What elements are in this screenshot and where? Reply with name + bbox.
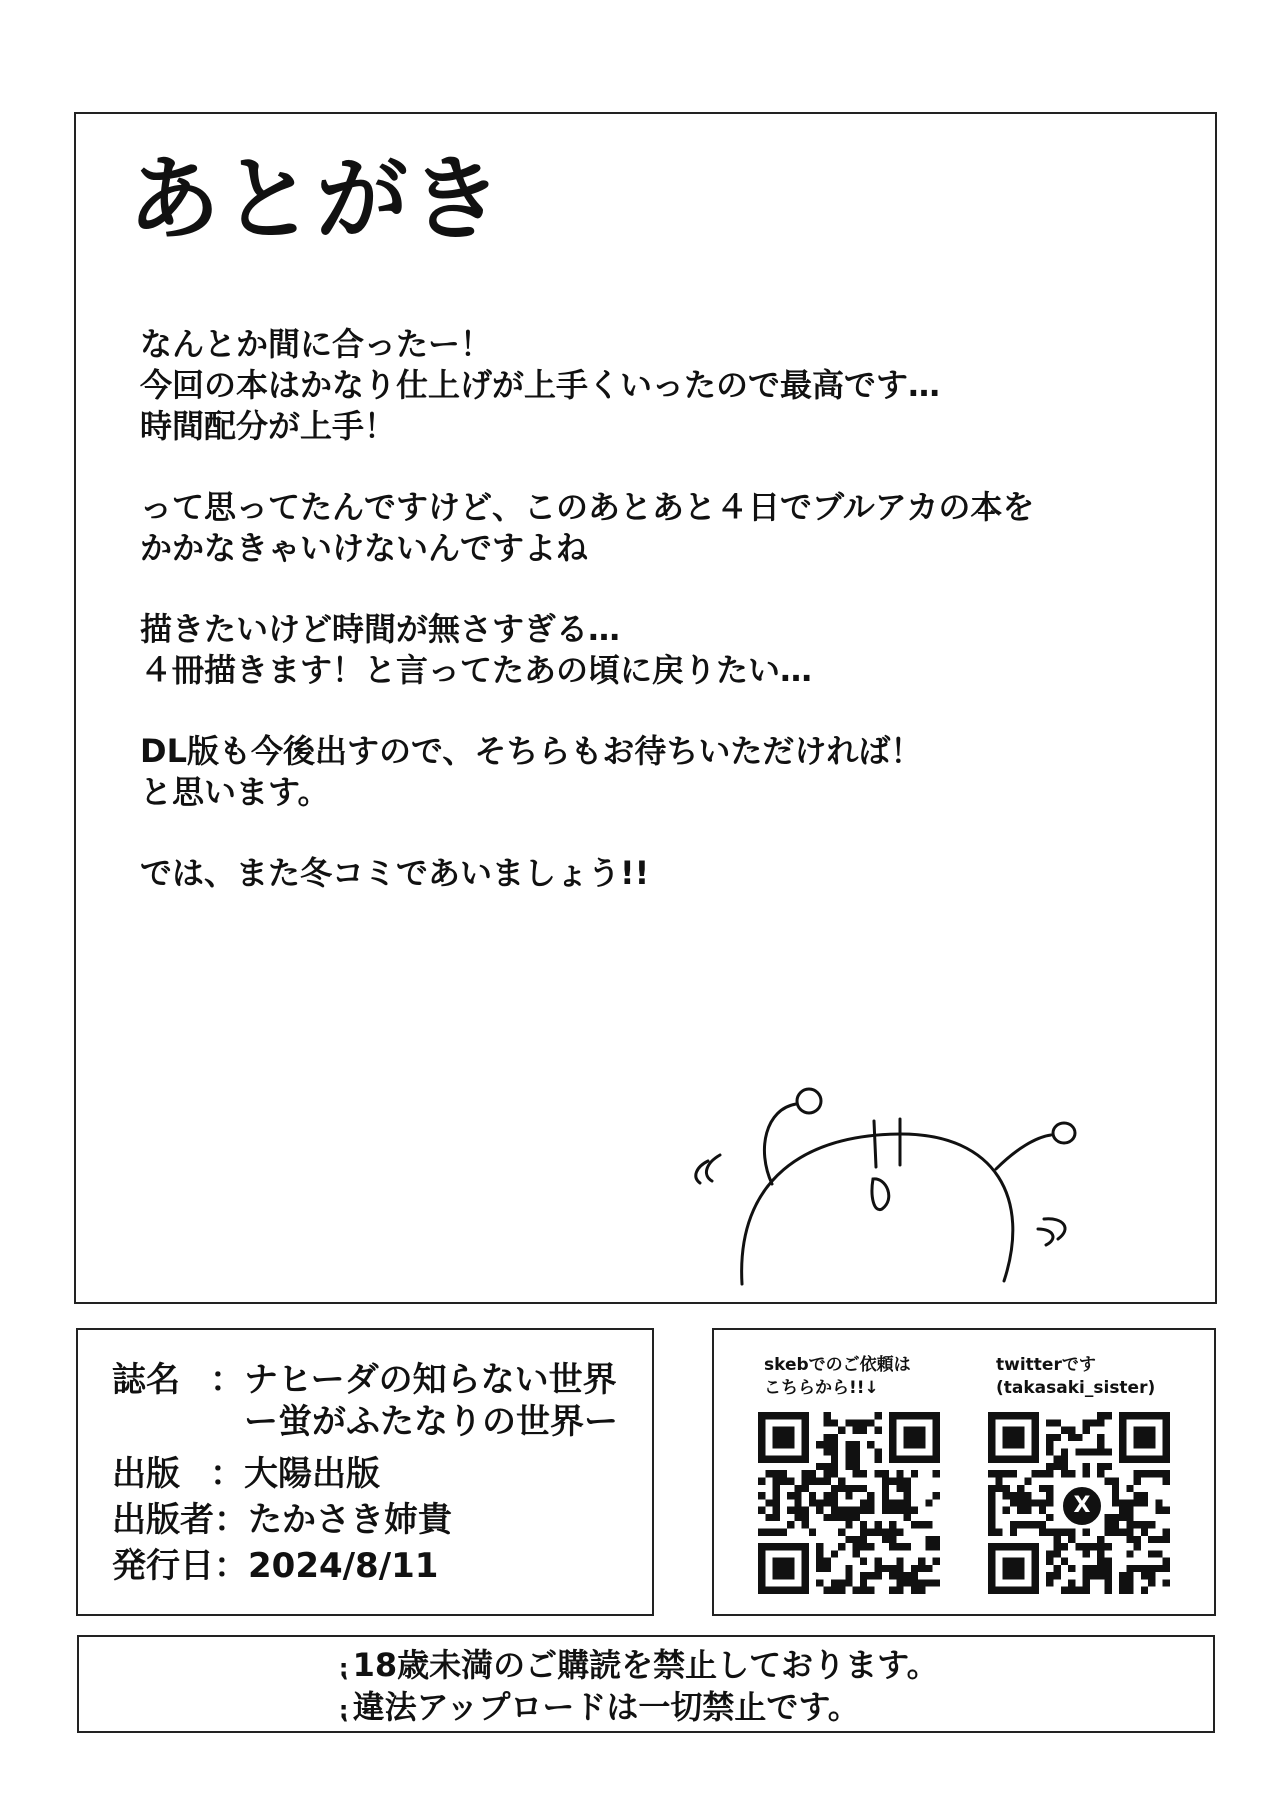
- notice-panel: [77, 1635, 1215, 1733]
- colophon-publisher-key: 出版: [112, 1454, 180, 1494]
- colophon-title-key: 誌名: [112, 1360, 180, 1400]
- colophon-panel: [76, 1328, 654, 1616]
- separator: ：: [214, 1500, 248, 1540]
- colophon-title-value: ナヒーダの知らない世界: [244, 1360, 617, 1400]
- left-hand: [797, 1089, 821, 1113]
- afterword-panel: [74, 112, 1217, 1304]
- colophon-publisher-row: [112, 1454, 380, 1494]
- body-line: 描きたいけど時間が無さすぎる…: [140, 610, 621, 648]
- paragraph-1: [140, 324, 1140, 447]
- body-line: と思います。: [140, 773, 330, 811]
- afterword-title: あとがき: [128, 146, 505, 253]
- colophon-date-key: 発行日: [112, 1546, 214, 1586]
- body-line: なんとか間に合ったー！: [140, 325, 493, 363]
- right-hand: [1053, 1123, 1075, 1143]
- motion-mark-right-2: [1038, 1229, 1053, 1245]
- colophon-publisher-value: 大陽出版: [244, 1454, 380, 1494]
- paragraph-4: [140, 731, 1140, 813]
- body-line: 時間配分が上手！: [140, 407, 397, 445]
- skeb-caption-line-1: skebでのご依頼は: [764, 1355, 911, 1375]
- colophon-date-row: [112, 1546, 438, 1586]
- notice-age-restriction: [339, 1645, 939, 1688]
- colophon-author-value: たかさき姉貴: [248, 1500, 452, 1540]
- right-arm: [996, 1135, 1051, 1169]
- colophon-subtitle-row: [244, 1402, 618, 1442]
- colophon-date-value: 2024/8/11: [248, 1546, 439, 1586]
- qr-panel: [712, 1328, 1216, 1616]
- skeb-caption-line-2: こちらから!!↓: [764, 1378, 879, 1398]
- skeb-qr-code[interactable]: [758, 1412, 940, 1594]
- separator: ：: [214, 1546, 248, 1586]
- colophon-author-key: 出版者: [112, 1500, 214, 1540]
- twitter-caption-line-1: twitterです: [996, 1355, 1096, 1375]
- body-line: って思ってたんですけど、このあとあと４日でブルアカの本を: [140, 488, 1035, 526]
- body-line: 今回の本はかなり仕上げが上手くいったので最高です…: [140, 366, 941, 404]
- twitter-caption-line-2: (takasaki_sister): [996, 1378, 1156, 1398]
- notice-line-2: 違法アップロードは一切禁止です。: [352, 1688, 860, 1726]
- body-line: DL版も今後出すので、そちらもお待ちいただければ！: [140, 732, 923, 770]
- colophon-subtitle-value: ー蛍がふたなりの世界ー: [244, 1402, 618, 1442]
- mouth: [872, 1179, 889, 1210]
- notice-upload-ban: [339, 1687, 860, 1730]
- paragraph-2: [140, 487, 1140, 569]
- notice-line-1: 18歳未満のご購読を禁止しております。: [352, 1646, 939, 1684]
- colophon-author-row: [112, 1500, 452, 1540]
- paragraph-5: [140, 853, 1140, 894]
- body-line: かかなきゃいけないんですよね: [140, 529, 589, 567]
- blob-character-doodle: [686, 1049, 1186, 1289]
- colophon-title-row: [112, 1360, 617, 1400]
- x-logo-icon: X: [1060, 1484, 1104, 1528]
- notice-marker: ⁏: [339, 1696, 349, 1724]
- twitter-caption: [996, 1354, 1155, 1400]
- body-line: ４冊描きます！と言ってたあの頃に戻りたい…: [140, 651, 813, 689]
- paragraph-3: [140, 609, 1140, 691]
- afterword-body: [140, 324, 1140, 934]
- body-line: では、また冬コミであいましょう!!: [140, 854, 650, 892]
- separator: ：: [210, 1454, 244, 1494]
- left-eye: [874, 1121, 876, 1167]
- notice-marker: ⁏: [339, 1654, 349, 1682]
- separator: ：: [210, 1360, 244, 1400]
- motion-mark-left-2: [706, 1155, 720, 1181]
- skeb-caption: [764, 1354, 911, 1400]
